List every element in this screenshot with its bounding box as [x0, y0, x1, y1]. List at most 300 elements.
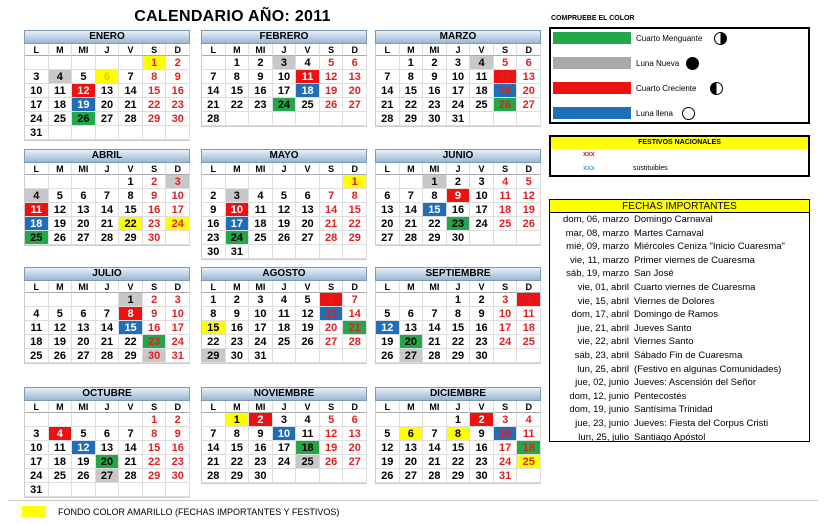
day-cell: 26 [320, 98, 344, 112]
moon-legend [549, 27, 810, 124]
day-cell: 3 [226, 189, 250, 203]
empty-cell [376, 413, 400, 427]
day-cell: 20 [400, 455, 424, 469]
empty-cell [320, 245, 344, 259]
day-cell: 6 [96, 427, 120, 441]
day-cell: 10 [226, 203, 250, 217]
day-cell: 29 [226, 469, 250, 483]
important-date-row [550, 240, 809, 254]
weekday-header: V [470, 401, 494, 413]
weekday-header: J [447, 401, 471, 413]
empty-cell [72, 483, 96, 497]
day-cell: 3 [494, 413, 518, 427]
important-date: lun, 25, abril [577, 363, 629, 375]
day-cell: 3 [273, 413, 297, 427]
day-cell: 21 [376, 98, 400, 112]
day-cell: 2 [249, 413, 273, 427]
day-cell: 10 [273, 70, 297, 84]
empty-cell [49, 483, 73, 497]
empty-cell [249, 112, 273, 126]
yellow-swatch [22, 506, 46, 517]
weekday-header: J [273, 163, 297, 175]
day-cell: 30 [166, 112, 190, 126]
empty-cell [96, 413, 120, 427]
empty-cell [119, 56, 143, 70]
legend-label: Luna llena [636, 109, 673, 118]
day-cell: 14 [400, 203, 424, 217]
day-cell: 11 [296, 427, 320, 441]
empty-cell [400, 413, 424, 427]
important-date: vie, 11, marzo [570, 254, 629, 266]
day-cell: 28 [96, 231, 120, 245]
day-cell: 16 [226, 321, 250, 335]
page-title: CALENDARIO AÑO: 2011 [134, 8, 331, 25]
day-cell: 23 [249, 98, 273, 112]
weekday-header: S [320, 163, 344, 175]
day-cell: 13 [400, 321, 424, 335]
day-cell: 11 [296, 70, 320, 84]
day-cell: 21 [119, 455, 143, 469]
weekday-header: L [202, 163, 226, 175]
weekday-header: J [96, 163, 120, 175]
important-date: jue, 23, junio [575, 417, 629, 429]
important-date-name: San José [634, 268, 674, 280]
day-cell: 14 [202, 84, 226, 98]
important-date-name: Jueves: Ascensión del Señor [634, 377, 756, 389]
legend-swatch [553, 57, 631, 69]
day-cell: 13 [96, 84, 120, 98]
month-marzo [375, 30, 541, 127]
weekday-header: D [517, 44, 541, 56]
weekday-header: S [320, 44, 344, 56]
divider [8, 500, 818, 501]
day-cell: 28 [400, 231, 424, 245]
festivos-row [551, 149, 808, 163]
day-cell: 9 [226, 307, 250, 321]
day-cell: 7 [119, 427, 143, 441]
day-cell: 9 [470, 307, 494, 321]
day-cell: 19 [72, 98, 96, 112]
day-cell: 3 [470, 175, 494, 189]
weekday-header: V [296, 44, 320, 56]
day-cell: 23 [470, 335, 494, 349]
day-cell: 18 [273, 321, 297, 335]
weekday-header: S [494, 163, 518, 175]
day-cell: 5 [49, 189, 73, 203]
day-cell: 24 [447, 98, 471, 112]
weekday-header: MI [423, 281, 447, 293]
day-cell: 6 [376, 189, 400, 203]
day-cell: 14 [423, 441, 447, 455]
weekday-header: M [400, 44, 424, 56]
important-date-name: (Festivo en algunas Comunidades) [634, 363, 782, 375]
weekday-header: D [166, 44, 190, 56]
day-cell: 3 [494, 293, 518, 307]
day-cell: 8 [447, 307, 471, 321]
important-date: vie, 22, abril [577, 336, 629, 348]
month-days [375, 281, 541, 364]
day-cell: 23 [249, 455, 273, 469]
moon-full-dark-icon [686, 57, 699, 70]
weekday-header: M [49, 44, 73, 56]
day-cell: 1 [343, 175, 367, 189]
day-cell: 8 [202, 307, 226, 321]
day-cell: 25 [273, 335, 297, 349]
day-cell: 15 [226, 84, 250, 98]
weekday-header: L [25, 281, 49, 293]
day-cell: 19 [49, 335, 73, 349]
day-cell: 27 [320, 335, 344, 349]
day-cell: 5 [376, 427, 400, 441]
important-date: mar, 08, marzo [565, 227, 629, 239]
day-cell: 3 [25, 427, 49, 441]
day-cell: 15 [343, 203, 367, 217]
empty-cell [72, 293, 96, 307]
weekday-header: MI [249, 401, 273, 413]
important-date-name: Sábado Fin de Cuaresma [634, 349, 743, 361]
day-cell: 16 [249, 441, 273, 455]
weekday-header: M [400, 281, 424, 293]
day-cell: 5 [320, 413, 344, 427]
day-cell: 21 [423, 455, 447, 469]
empty-cell [25, 293, 49, 307]
empty-cell [320, 175, 344, 189]
weekday-header: L [376, 281, 400, 293]
important-date: lun, 25, julio [578, 431, 629, 443]
day-cell: 16 [166, 84, 190, 98]
day-cell: 26 [273, 231, 297, 245]
day-cell: 1 [143, 56, 167, 70]
day-cell: 4 [494, 175, 518, 189]
month-name: DICIEMBRE [375, 387, 541, 401]
day-cell: 25 [49, 112, 73, 126]
day-cell: 6 [72, 189, 96, 203]
day-cell: 4 [25, 307, 49, 321]
day-cell: 1 [226, 413, 250, 427]
festivo-sample: xxx [583, 165, 595, 172]
day-cell: 2 [470, 293, 494, 307]
day-cell: 5 [49, 307, 73, 321]
important-date-name: Martes Carnaval [634, 227, 704, 239]
empty-cell [517, 349, 541, 363]
month-days [24, 401, 190, 498]
day-cell: 20 [296, 217, 320, 231]
day-cell: 13 [376, 203, 400, 217]
month-name: AGOSTO [201, 267, 367, 281]
day-cell: 27 [296, 231, 320, 245]
day-cell: 24 [166, 335, 190, 349]
day-cell: 29 [423, 231, 447, 245]
important-date-row [550, 390, 809, 404]
day-cell: 17 [226, 217, 250, 231]
day-cell: 6 [400, 307, 424, 321]
day-cell: 18 [296, 441, 320, 455]
empty-cell [376, 175, 400, 189]
day-cell: 2 [202, 189, 226, 203]
day-cell: 19 [376, 335, 400, 349]
month-enero [24, 30, 190, 141]
day-cell: 22 [143, 98, 167, 112]
day-cell: 30 [249, 469, 273, 483]
weekday-header: J [96, 401, 120, 413]
important-date-name: Jueves Santo [634, 322, 692, 334]
weekday-header: L [25, 163, 49, 175]
important-dates [549, 199, 810, 442]
day-cell: 12 [49, 321, 73, 335]
day-cell: 14 [96, 321, 120, 335]
day-cell: 19 [376, 455, 400, 469]
day-cell: 20 [343, 441, 367, 455]
day-cell: 2 [226, 293, 250, 307]
day-cell: 12 [72, 84, 96, 98]
month-name: OCTUBRE [24, 387, 190, 401]
day-cell: 3 [166, 175, 190, 189]
day-cell: 1 [447, 413, 471, 427]
day-cell: 7 [343, 293, 367, 307]
empty-cell [494, 112, 518, 126]
day-cell: 26 [49, 349, 73, 363]
day-cell: 17 [494, 441, 518, 455]
day-cell: 30 [423, 112, 447, 126]
day-cell: 7 [423, 307, 447, 321]
day-cell: 9 [423, 70, 447, 84]
day-cell: 4 [49, 70, 73, 84]
month-days [375, 44, 541, 127]
day-cell: 5 [376, 307, 400, 321]
empty-cell [96, 56, 120, 70]
day-cell: 2 [143, 175, 167, 189]
day-cell: 29 [447, 469, 471, 483]
day-cell: 4 [517, 293, 541, 307]
empty-cell [25, 56, 49, 70]
weekday-header: S [320, 401, 344, 413]
day-cell: 18 [49, 98, 73, 112]
empty-cell [296, 349, 320, 363]
empty-cell [96, 293, 120, 307]
day-cell: 25 [296, 455, 320, 469]
moon-full-light-icon [682, 107, 695, 120]
day-cell: 21 [96, 335, 120, 349]
day-cell: 4 [25, 189, 49, 203]
day-cell: 12 [376, 441, 400, 455]
day-cell: 18 [470, 84, 494, 98]
day-cell: 28 [376, 112, 400, 126]
day-cell: 30 [470, 469, 494, 483]
weekday-header: D [343, 44, 367, 56]
day-cell: 21 [119, 98, 143, 112]
weekday-header: S [320, 281, 344, 293]
legend-label: Cuarto Menguante [636, 34, 703, 43]
day-cell: 24 [25, 469, 49, 483]
important-date: sáb, 23, abril [574, 349, 629, 361]
weekday-header: MI [249, 44, 273, 56]
festivo-label: sustituibles [633, 165, 668, 172]
weekday-header: V [296, 401, 320, 413]
day-cell: 16 [143, 321, 167, 335]
day-cell: 7 [119, 70, 143, 84]
weekday-header: D [343, 163, 367, 175]
day-cell: 26 [376, 349, 400, 363]
day-cell: 25 [494, 217, 518, 231]
day-cell: 17 [166, 321, 190, 335]
day-cell: 3 [273, 56, 297, 70]
day-cell: 2 [470, 413, 494, 427]
day-cell: 7 [423, 427, 447, 441]
day-cell: 17 [447, 84, 471, 98]
day-cell: 5 [296, 293, 320, 307]
day-cell: 1 [143, 413, 167, 427]
month-julio [24, 267, 190, 364]
empty-cell [119, 483, 143, 497]
day-cell: 25 [25, 231, 49, 245]
day-cell: 27 [72, 231, 96, 245]
important-date-row [550, 267, 809, 281]
day-cell: 24 [273, 455, 297, 469]
day-cell: 14 [96, 203, 120, 217]
day-cell: 10 [249, 307, 273, 321]
day-cell: 6 [343, 56, 367, 70]
important-date-row [550, 335, 809, 349]
empty-cell [517, 469, 541, 483]
day-cell: 21 [202, 455, 226, 469]
day-cell: 12 [273, 203, 297, 217]
day-cell: 10 [166, 189, 190, 203]
day-cell: 20 [343, 84, 367, 98]
day-cell: 29 [119, 231, 143, 245]
weekday-header: D [343, 401, 367, 413]
empty-cell [517, 231, 541, 245]
day-cell: 25 [517, 335, 541, 349]
day-cell: 12 [320, 427, 344, 441]
important-date-row [550, 227, 809, 241]
empty-cell [119, 413, 143, 427]
day-cell: 11 [273, 307, 297, 321]
day-cell: 21 [320, 217, 344, 231]
day-cell: 15 [226, 441, 250, 455]
weekday-header: D [166, 281, 190, 293]
empty-cell [400, 293, 424, 307]
day-cell: 1 [226, 56, 250, 70]
day-cell: 18 [517, 321, 541, 335]
important-date-name: Primer viernes de Cuaresma [634, 254, 755, 266]
day-cell: 28 [96, 349, 120, 363]
day-cell: 23 [202, 231, 226, 245]
important-date-row [550, 349, 809, 363]
weekday-header: L [376, 163, 400, 175]
empty-cell [320, 112, 344, 126]
month-name: ABRIL [24, 149, 190, 163]
empty-cell [226, 112, 250, 126]
empty-cell [400, 175, 424, 189]
legend-title: COMPRUEBE EL COLOR [551, 15, 635, 22]
day-cell: 10 [447, 70, 471, 84]
day-cell: 11 [517, 427, 541, 441]
day-cell: 19 [320, 441, 344, 455]
day-cell: 17 [273, 441, 297, 455]
day-cell: 9 [166, 70, 190, 84]
day-cell: 22 [447, 335, 471, 349]
month-agosto [201, 267, 367, 364]
day-cell: 23 [423, 98, 447, 112]
day-cell: 12 [296, 307, 320, 321]
day-cell: 4 [249, 189, 273, 203]
empty-cell [423, 293, 447, 307]
month-name: NOVIEMBRE [201, 387, 367, 401]
important-date: dom, 06, marzo [563, 214, 629, 225]
day-cell: 9 [143, 189, 167, 203]
day-cell: 4 [470, 56, 494, 70]
day-cell: 16 [470, 441, 494, 455]
day-cell: 14 [423, 321, 447, 335]
day-cell: 8 [226, 70, 250, 84]
festivos-title: FESTIVOS NACIONALES [551, 137, 808, 149]
important-date-name: Viernes Santo [634, 336, 694, 348]
day-cell: 22 [143, 455, 167, 469]
weekday-header: J [447, 163, 471, 175]
empty-cell [49, 126, 73, 140]
day-cell: 13 [343, 70, 367, 84]
day-cell: 4 [49, 427, 73, 441]
weekday-header: S [143, 44, 167, 56]
day-cell: 23 [143, 217, 167, 231]
day-cell: 18 [249, 217, 273, 231]
important-date: dom, 19, junio [569, 404, 629, 416]
day-cell: 9 [249, 70, 273, 84]
month-name: JUNIO [375, 149, 541, 163]
day-cell: 15 [143, 441, 167, 455]
month-days [201, 163, 367, 260]
day-cell: 10 [273, 427, 297, 441]
day-cell: 2 [143, 293, 167, 307]
day-cell: 14 [376, 84, 400, 98]
month-noviembre [201, 387, 367, 484]
day-cell: 1 [447, 293, 471, 307]
day-cell: 13 [96, 441, 120, 455]
day-cell: 28 [119, 469, 143, 483]
day-cell: 21 [423, 335, 447, 349]
empty-cell [25, 175, 49, 189]
day-cell: 29 [447, 349, 471, 363]
day-cell: 14 [119, 441, 143, 455]
day-cell: 7 [320, 189, 344, 203]
day-cell: 24 [494, 335, 518, 349]
day-cell: 26 [517, 217, 541, 231]
weekday-header: J [273, 44, 297, 56]
empty-cell [143, 126, 167, 140]
empty-cell [72, 413, 96, 427]
important-date: vie, 15, abril [577, 295, 629, 307]
day-cell: 9 [202, 203, 226, 217]
weekday-header: MI [249, 281, 273, 293]
day-cell: 11 [49, 84, 73, 98]
day-cell: 8 [143, 427, 167, 441]
day-cell: 4 [296, 56, 320, 70]
day-cell: 23 [226, 335, 250, 349]
day-cell: 21 [343, 321, 367, 335]
day-cell: 31 [249, 349, 273, 363]
day-cell: 6 [96, 70, 120, 84]
legend-swatch [553, 107, 631, 119]
day-cell: 13 [343, 427, 367, 441]
weekday-header: M [49, 281, 73, 293]
day-cell: 28 [343, 335, 367, 349]
day-cell: 10 [25, 84, 49, 98]
weekday-header: V [296, 163, 320, 175]
day-cell: 31 [226, 245, 250, 259]
weekday-header: S [494, 44, 518, 56]
month-diciembre [375, 387, 541, 484]
weekday-header: V [119, 163, 143, 175]
